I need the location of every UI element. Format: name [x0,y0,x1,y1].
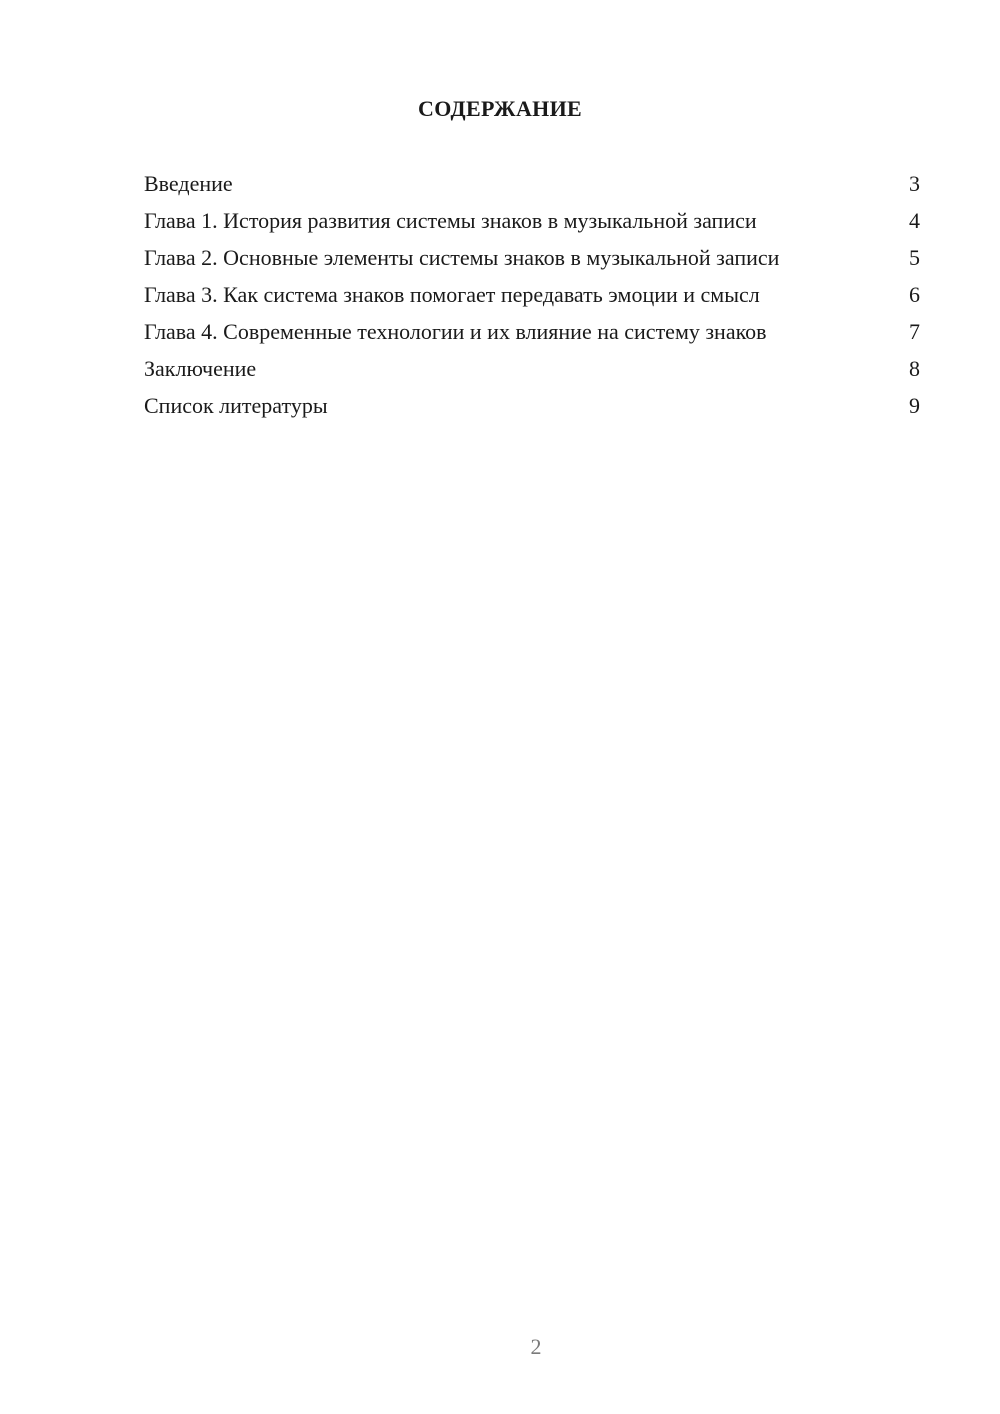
table-of-contents [144,170,920,429]
toc-entry-page: 7 [909,319,920,344]
toc-entry-page: 9 [909,393,920,418]
toc-entry-label: Глава 1. История развития системы знаков в музыкальной записи [144,208,757,233]
toc-entry-label: Введение [144,171,233,196]
toc-entry-chapter-3 [144,281,920,308]
toc-entry-label: Глава 4. Современные технологии и их влияние на систему знаков [144,319,767,344]
toc-entry-label: Глава 3. Как система знаков помогает передавать эмоции и смысл [144,282,760,307]
toc-entry-introduction [144,170,920,197]
toc-entry-conclusion [144,355,920,382]
toc-entry-label: Заключение [144,356,257,381]
toc-entry-label: Список литературы [144,393,328,418]
toc-entry-chapter-1 [144,207,920,234]
toc-entry-page: 5 [909,245,920,270]
page-number: 2 [530,1334,542,1359]
toc-entry-chapter-4 [144,318,920,345]
toc-entry-page: 6 [909,282,920,307]
toc-entry-references [144,392,920,419]
toc-entry-page: 4 [909,208,920,233]
page-title: СОДЕРЖАНИЕ [418,96,582,121]
toc-entry-label: Глава 2. Основные элементы системы знаков в музыкальной записи [144,245,780,270]
toc-entry-page: 8 [909,356,920,381]
toc-entry-chapter-2 [144,244,920,271]
toc-entry-page: 3 [909,171,920,196]
